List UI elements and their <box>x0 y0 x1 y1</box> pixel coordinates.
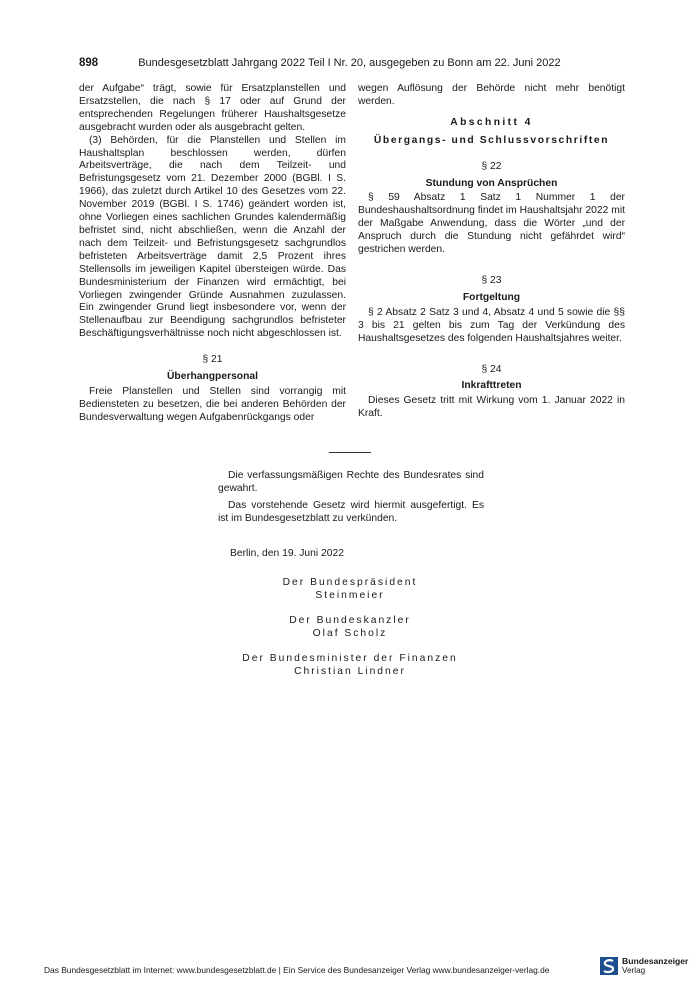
signature-role: Der Bundesminister der Finanzen <box>242 653 458 664</box>
signature-role: Der Bundeskanzler <box>289 615 411 626</box>
paragraph-3: (3) Behörden, für die Planstellen und Stellen im Haushaltsplan beschlossen werden, dürfen Arbeitsverträge, die nach dem Teilzeit- und Befristungsgesetz vom 21. Dezember 2000 (BGBl. I S. 1966), das zuletzt durch Artikel 10 des Gesetzes vom 22. November 2019 (BGBl. I S. 1746) geändert worden ist, ohne Vorliegen eines sachlichen Grundes kalendermäßig befristet sind, nicht abschließen, wenn die Anzahl der nach dem Teilzeit- und Befristungsgesetz sachgrundlos befristeten Arbeitsverträge damit 2,5 Prozent ihres Stellensolls im jeweiligen Kapitel übersteigen würde. Das Bundesministerium der Finanzen wird ermächtigt, bei Vorliegen zwingender Gründe Ausnahmen zuzulassen. Ein zwingender Grund liegt insbesondere vor, wenn der Stellenaufbau zur Beendigung sachgrundlos befristeter Beschäftigungsverhältnisse noch nicht abgeschlossen ist. <box>79 134 346 340</box>
right-column <box>358 83 625 421</box>
section-22-number: § 22 <box>481 160 502 172</box>
left-column <box>79 83 346 425</box>
section-21-text: Freie Planstellen und Stellen sind vorrangig mit Bediensteten zu besetzen, die bei anderen Behörden der Bundesverwaltung wegen Aufgabenrückgangs oder <box>79 385 346 423</box>
section-24-title: Inkrafttreten <box>461 380 522 392</box>
footer-text: Das Bundesgesetzblatt im Internet: www.bundesgesetzblatt.de | Ein Service des Bundesanzeiger Verlag www.bundesanzeiger-verlag.de <box>44 965 550 975</box>
abschnitt-heading: Abschnitt 4 <box>450 116 533 128</box>
promulgation-text: Das vorstehende Gesetz wird hiermit ausgefertigt. Es ist im Bundesgesetzblatt zu verkünden. <box>218 499 484 524</box>
section-22-text: § 59 Absatz 1 Satz 1 Nummer 1 der Bundeshaushaltsordnung findet im Haushaltsjahr 2022 mit der Maßgabe Anwendung, dass die Wörter „und der Anspruch durch die Stundung nicht gefährdet wird“ gestrichen werden. <box>358 192 625 256</box>
signature-block <box>150 614 550 640</box>
signature-block <box>150 576 550 602</box>
logo-line2: Verlag <box>622 966 646 975</box>
signature-name: Olaf Scholz <box>312 628 388 639</box>
section-24-text: Dieses Gesetz tritt mit Wirkung vom 1. Januar 2022 in Kraft. <box>358 395 625 420</box>
section-23-text: § 2 Absatz 2 Satz 3 und 4, Absatz 4 und 5 sowie die §§ 3 bis 21 gelten bis zum Tag der Verkündung des Haushaltsgesetzes des folgenden Haushaltsjahres weiter. <box>358 306 625 344</box>
gazette-title: Bundesgesetzblatt Jahrgang 2022 Teil I Nr. 20, ausgegeben zu Bonn am 22. Juni 2022 <box>138 57 561 69</box>
section-22-title: Stundung von Ansprüchen <box>425 177 558 189</box>
closing-block <box>218 470 484 530</box>
signature-role: Der Bundespräsident <box>282 577 418 588</box>
logo-text <box>622 957 688 975</box>
paragraph-continued: der Aufgabe“ trägt, sowie für Ersatzplanstellen und Ersatzstellen, die nach § 17 oder auf Grund der entsprechenden Regelungen früherer Haushaltsgesetze ausgebracht wurden oder als ausgebracht gelten. <box>79 83 346 133</box>
signature-name: Christian Lindner <box>294 666 406 677</box>
page-number: 898 <box>79 57 99 69</box>
signatures <box>150 576 550 690</box>
section-24-number: § 24 <box>481 363 502 375</box>
section-23-number: § 23 <box>481 274 502 286</box>
logo-line1: Bundesanzeiger <box>622 956 689 966</box>
signature-name: Steinmeier <box>315 590 385 601</box>
publisher-logo <box>600 957 688 975</box>
abschnitt-title: Übergangs- und Schlussvorschriften <box>373 134 610 146</box>
separator-line <box>329 452 371 453</box>
place-date: Berlin, den 19. Juni 2022 <box>230 548 344 559</box>
section-21-title: Überhangpersonal <box>167 371 258 383</box>
bundesrat-rights: Die verfassungsmäßigen Rechte des Bundesrates sind gewahrt. <box>218 470 484 494</box>
section-21-number: § 21 <box>202 354 223 366</box>
signature-block <box>150 652 550 678</box>
page-header <box>79 57 561 69</box>
paragraph-continued-right: wegen Auflösung der Behörde nicht mehr benötigt werden. <box>358 83 625 107</box>
section-23-title: Fortgeltung <box>462 291 521 303</box>
bundesanzeiger-logo-icon <box>600 957 618 975</box>
